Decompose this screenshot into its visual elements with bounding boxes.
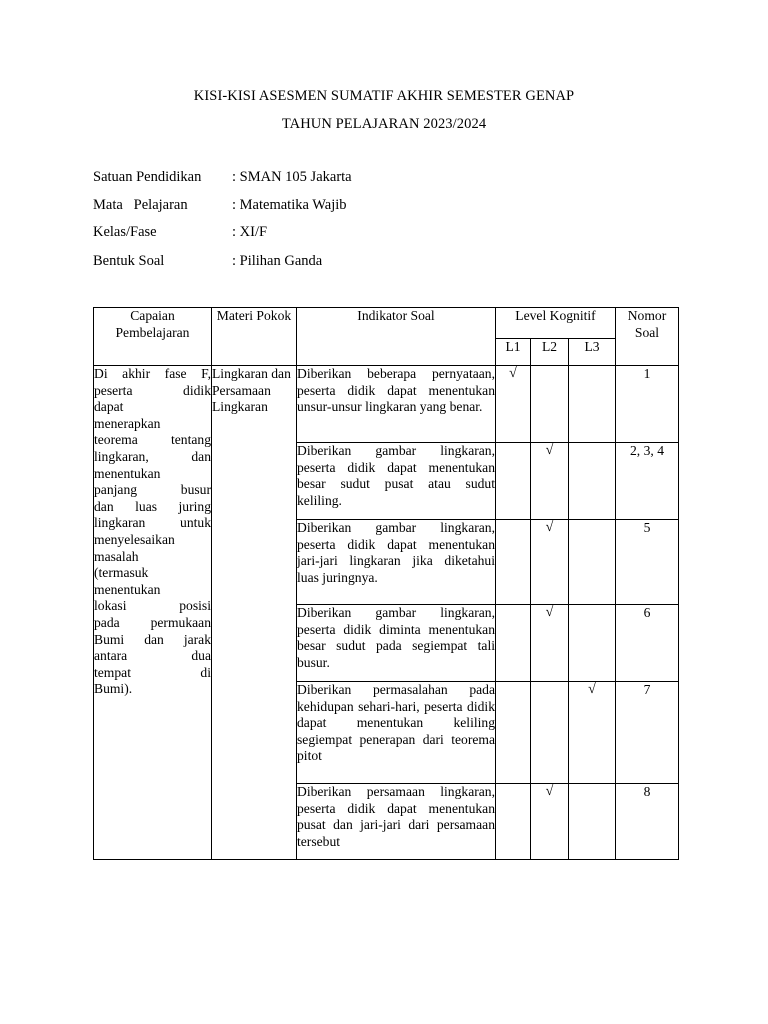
header-nomor: Nomor Soal xyxy=(616,308,679,366)
info-label: Satuan Pendidikan xyxy=(93,169,202,185)
empty-cell xyxy=(496,443,531,520)
nomor-cell: 1 xyxy=(616,366,679,443)
empty-cell xyxy=(496,520,531,605)
capaian-line: (termasuk xyxy=(94,565,149,581)
check-l2: √ xyxy=(531,605,569,682)
check-l3: √ xyxy=(569,682,616,784)
header-l3: L3 xyxy=(569,339,616,366)
info-label: Mata Pelajaran xyxy=(93,197,188,213)
info-value: : SMAN 105 Jakarta xyxy=(232,169,352,185)
indikator-cell: Diberikan permasalahan pada kehidupan sehari-hari, peserta didik dapat menentukan keliling segiempat penerapan dari teorema pitot xyxy=(297,682,496,784)
nomor-cell: 5 xyxy=(616,520,679,605)
capaian-line: antara dua xyxy=(94,648,211,664)
header-l1: L1 xyxy=(496,339,531,366)
header-level: Level Kognitif xyxy=(496,308,616,339)
document-subtitle: TAHUN PELAJARAN 2023/2024 xyxy=(281,116,487,132)
document-title: KISI-KISI ASESMEN SUMATIF AKHIR SEMESTER GENAP xyxy=(193,88,575,104)
info-value: : Matematika Wajib xyxy=(232,197,347,213)
capaian-line: lokasi posisi xyxy=(94,598,211,614)
empty-cell xyxy=(496,784,531,860)
capaian-line: lingkaran untuk xyxy=(94,515,211,531)
header-indikator: Indikator Soal xyxy=(297,308,496,366)
nomor-cell: 2, 3, 4 xyxy=(616,443,679,520)
nomor-cell: 8 xyxy=(616,784,679,860)
empty-cell xyxy=(569,784,616,860)
indikator-cell: Diberikan beberapa pernyataan, peserta didik dapat menentukan unsur-unsur lingkaran yang benar. xyxy=(297,366,496,443)
capaian-line: lingkaran, dan xyxy=(94,448,211,464)
empty-cell xyxy=(531,682,569,784)
check-l2: √ xyxy=(531,443,569,520)
capaian-line: menyelesaikan xyxy=(94,531,175,547)
nomor-cell: 6 xyxy=(616,605,679,682)
capaian-line: menentukan xyxy=(94,581,161,597)
info-value: : Pilihan Ganda xyxy=(232,253,323,269)
nomor-cell: 7 xyxy=(616,682,679,784)
capaian-line: pada permukaan xyxy=(94,614,211,630)
indikator-cell: Diberikan gambar lingkaran, peserta didik diminta menentukan besar sudut pada segiempat tali busur. xyxy=(297,605,496,682)
capaian-line: Bumi). xyxy=(94,681,133,697)
empty-cell xyxy=(496,605,531,682)
capaian-line: menentukan xyxy=(94,465,161,481)
check-l2: √ xyxy=(531,520,569,605)
header-l2: L2 xyxy=(531,339,569,366)
info-label: Kelas/Fase xyxy=(93,224,157,240)
capaian-line: peserta didik xyxy=(94,382,211,398)
header-capaian: Capaian Pembelajaran xyxy=(94,308,212,366)
empty-cell xyxy=(569,443,616,520)
capaian-line: panjang busur xyxy=(94,482,211,498)
capaian-line: tempat di xyxy=(94,664,211,680)
capaian-line: dapat xyxy=(94,399,124,415)
capaian-line: Di akhir fase F, xyxy=(94,366,211,381)
indikator-cell: Diberikan persamaan lingkaran, peserta didik dapat menentukan pusat dan jari-jari dari persamaan tersebut xyxy=(297,784,496,860)
empty-cell xyxy=(531,366,569,443)
capaian-line: teorema tentang xyxy=(94,432,211,448)
check-l2: √ xyxy=(531,784,569,860)
capaian-line: masalah xyxy=(94,548,139,564)
table-row xyxy=(94,366,679,443)
materi-cell: Lingkaran dan Persamaan Lingkaran xyxy=(212,366,297,860)
capaian-line: menerapkan xyxy=(94,415,161,431)
header-materi: Materi Pokok xyxy=(212,308,297,366)
capaian-cell xyxy=(94,366,212,860)
capaian-line: dan luas juring xyxy=(94,498,211,514)
empty-cell xyxy=(569,366,616,443)
capaian-line: Bumi dan jarak xyxy=(94,631,211,647)
empty-cell xyxy=(496,682,531,784)
kisi-kisi-table xyxy=(93,307,679,860)
info-value: : XI/F xyxy=(232,224,268,240)
indikator-cell: Diberikan gambar lingkaran, peserta didik dapat menentukan jari-jari lingkaran jika diketahui luas juringnya. xyxy=(297,520,496,605)
indikator-cell: Diberikan gambar lingkaran, peserta didik dapat menentukan besar sudut pusat atau sudut keliling. xyxy=(297,443,496,520)
empty-cell xyxy=(569,605,616,682)
check-l1: √ xyxy=(496,366,531,443)
empty-cell xyxy=(569,520,616,605)
info-label: Bentuk Soal xyxy=(93,253,165,269)
